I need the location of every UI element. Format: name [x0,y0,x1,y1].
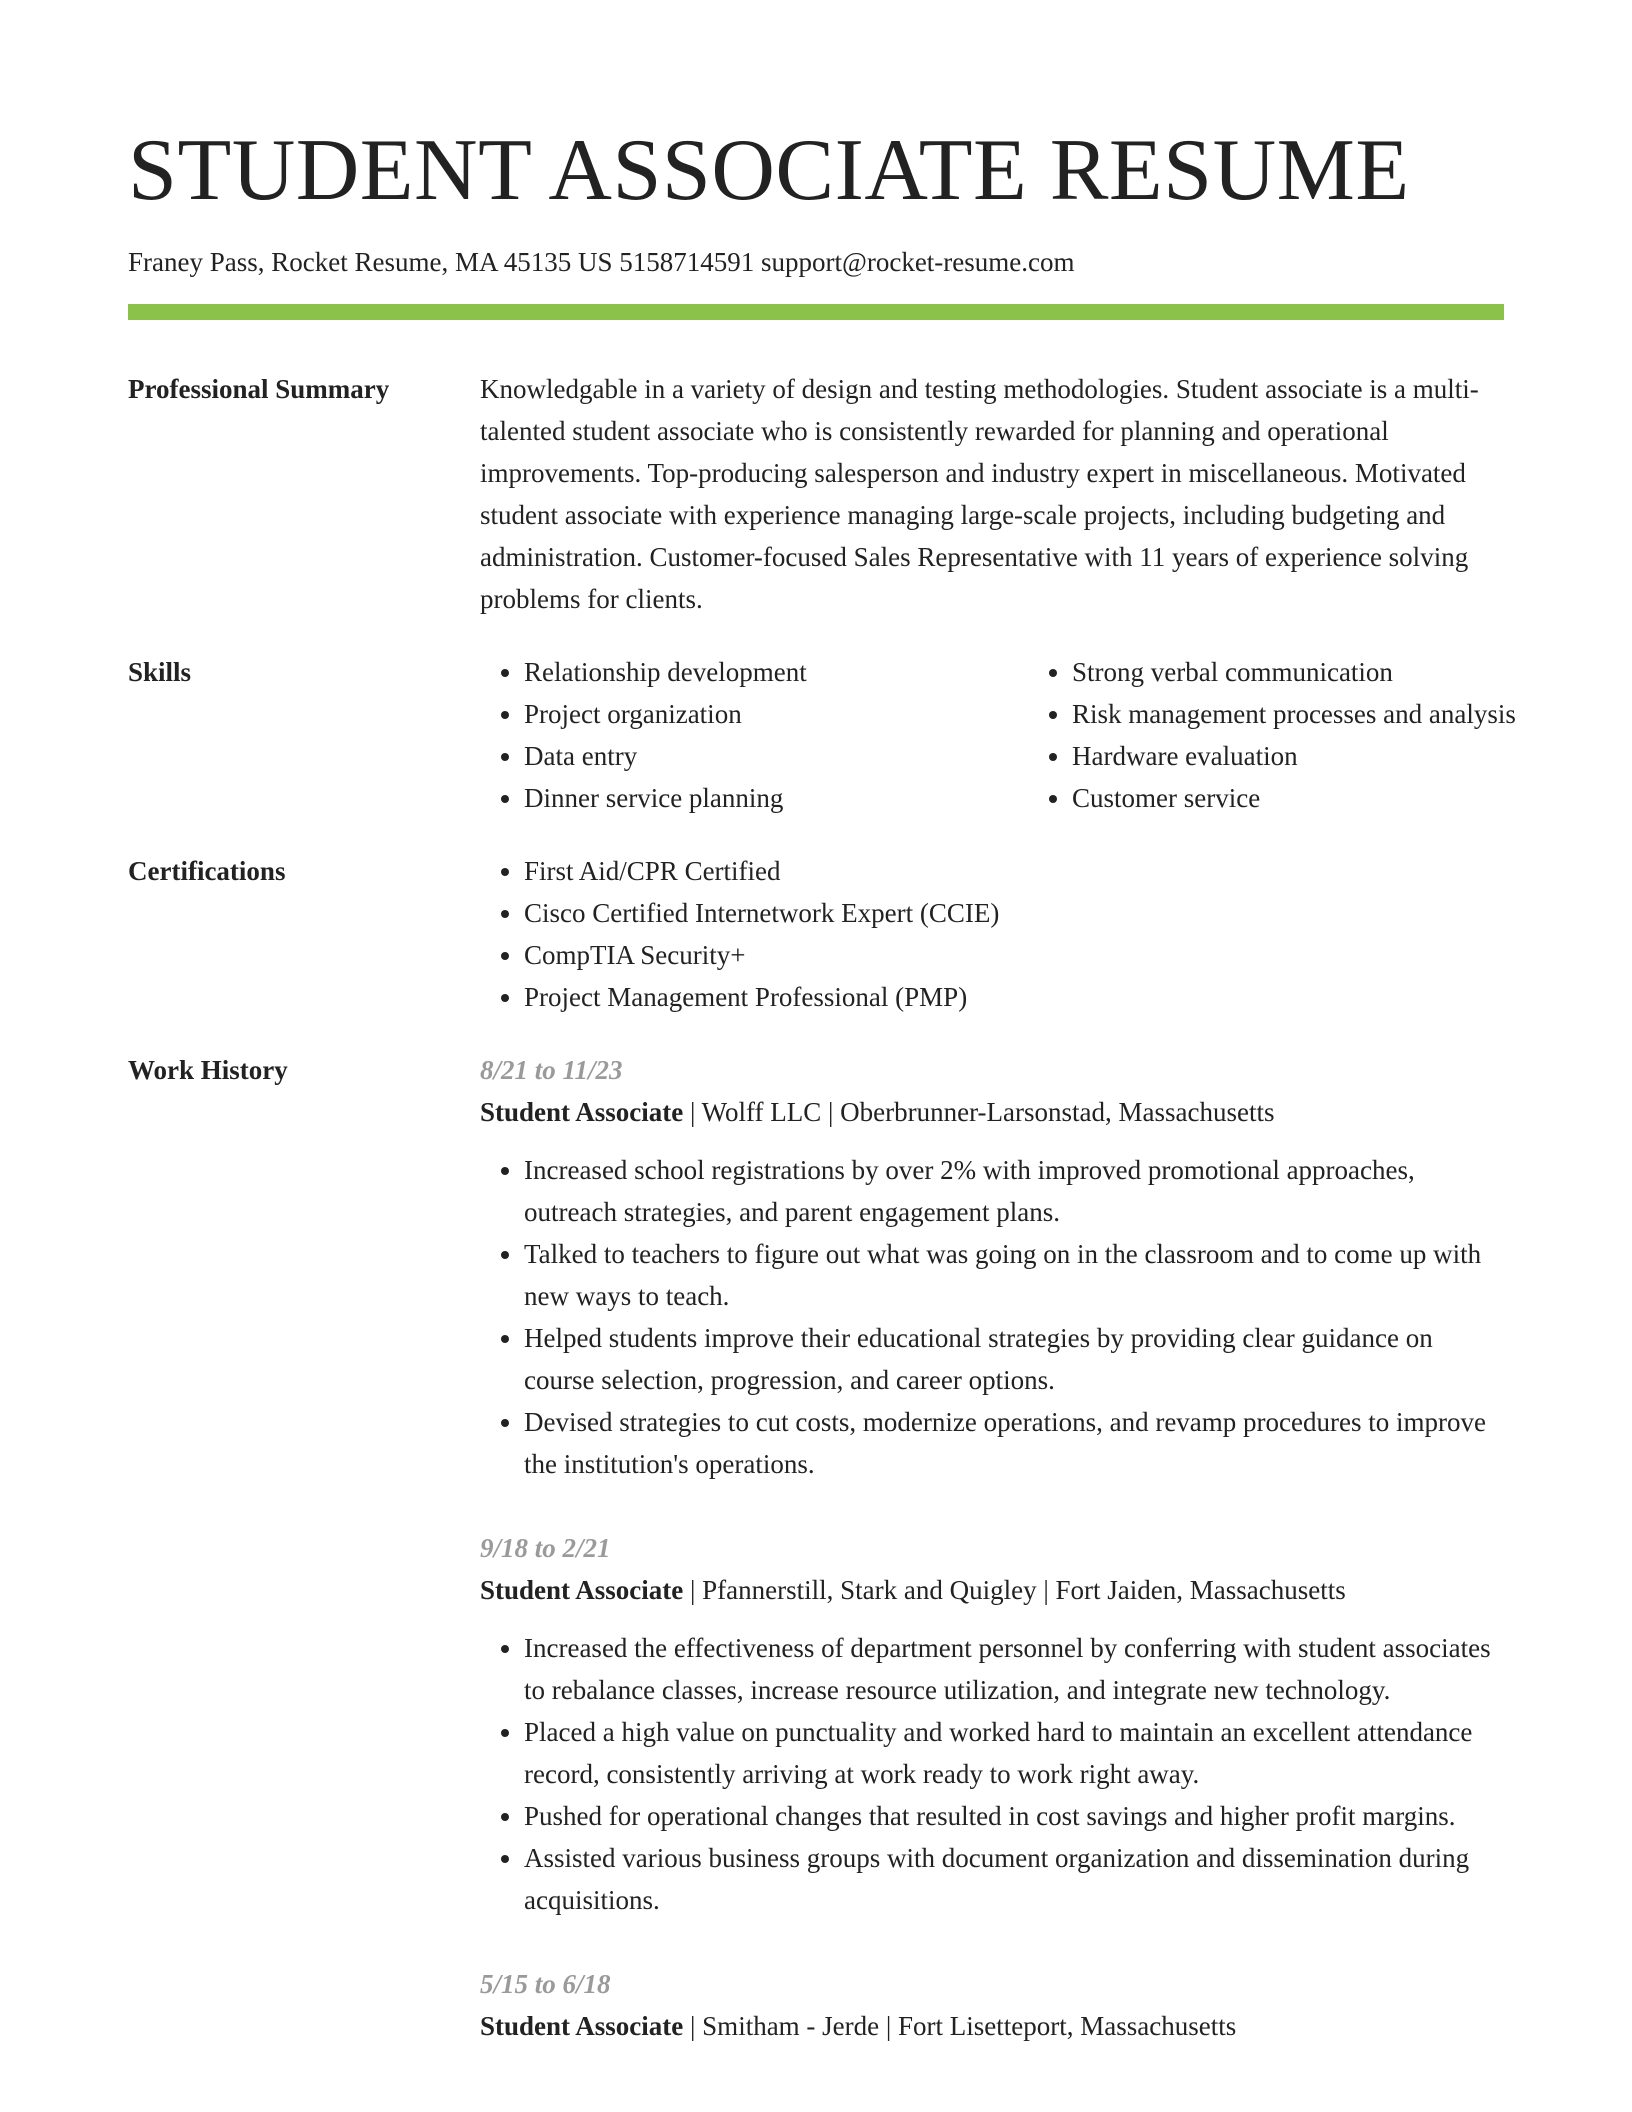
job-details: | Wolff LLC | Oberbrunner-Larsonstad, Massachusetts [683,1097,1275,1127]
certification-item: • First Aid/CPR Certified [524,850,1504,892]
job-entry [480,1963,1504,2047]
job-bullet: • Increased school registrations by over 2% with improved promotional approaches, outreach strategies, and parent engagement plans. [524,1149,1504,1233]
job-bullet: • Placed a high value on punctuality and worked hard to maintain an excellent attendance record, consistently arriving at work ready to work right away. [524,1711,1504,1795]
skill-item: • Dinner service planning [524,777,1028,819]
job-entry [480,1527,1504,1921]
job-heading [480,1569,1504,1611]
resume-title: STUDENT ASSOCIATE RESUME [128,122,1410,219]
job-heading [480,2005,1504,2047]
certification-item: • CompTIA Security+ [524,934,1504,976]
contact-phone: 5158714591 [619,247,755,277]
job-title: Student Associate [480,2011,684,2041]
job-bullets [480,1149,1504,1485]
job-bullet: • Devised strategies to cut costs, modernize operations, and revamp procedures to improve the institution's operations. [524,1401,1504,1485]
certifications-heading: Certifications [128,856,286,886]
skill-item: • Risk management processes and analysis [1072,693,1592,735]
work-history-section [128,1049,1504,2089]
accent-divider [128,304,1504,320]
job-bullet: • Talked to teachers to figure out what was going on in the classroom and to come up with new ways to teach. [524,1233,1504,1317]
skills-grid [480,651,1592,819]
skill-item: • Project organization [524,693,1028,735]
contact-line [128,244,1504,280]
skill-item: • Data entry [524,735,1028,777]
skills-column-left [480,651,1028,819]
job-bullet: • Helped students improve their educational strategies by providing clear guidance on course selection, progression, and career options. [524,1317,1504,1401]
skills-section [128,651,1516,819]
job-dates: 5/15 to 6/18 [480,1969,611,1999]
job-dates: 9/18 to 2/21 [480,1533,611,1563]
job-entry [480,1049,1504,1485]
certification-item: • Project Management Professional (PMP) [524,976,1504,1018]
job-title: Student Associate [480,1097,684,1127]
skills-column-right [1028,651,1592,819]
job-bullet: • Pushed for operational changes that resulted in cost savings and higher profit margins. [524,1795,1504,1837]
summary-heading: Professional Summary [128,374,390,404]
skill-item: • Strong verbal communication [1072,651,1592,693]
certifications-list [480,850,1504,1018]
summary-section [128,368,1504,620]
certifications-section [128,850,1504,1018]
certification-item: • Cisco Certified Internetwork Expert (CCIE) [524,892,1504,934]
skill-item: • Relationship development [524,651,1028,693]
skills-heading: Skills [128,657,192,687]
job-details: | Pfannerstill, Stark and Quigley | Fort Jaiden, Massachusetts [683,1575,1346,1605]
skill-item: • Customer service [1072,777,1592,819]
job-heading [480,1091,1504,1133]
job-title: Student Associate [480,1575,684,1605]
job-bullet: • Assisted various business groups with document organization and dissemination during acquisitions. [524,1837,1504,1921]
contact-address: Franey Pass, Rocket Resume, MA 45135 US [128,247,613,277]
job-bullet: • Increased the effectiveness of department personnel by conferring with student associates to rebalance classes, increase resource utilization, and integrate new technology. [524,1627,1504,1711]
job-bullets [480,1627,1504,1921]
job-dates: 8/21 to 11/23 [480,1055,623,1085]
contact-email: support@rocket-resume.com [760,247,1075,277]
skill-item: • Hardware evaluation [1072,735,1592,777]
job-details: | Smitham - Jerde | Fort Lisetteport, Massachusetts [683,2011,1237,2041]
summary-text: Knowledgable in a variety of design and testing methodologies. Student associate is a multi-talented student associate who is consistently rewarded for planning and operational improvements. Top-producing salesperson and industry expert in miscellaneous. Motivated student associate with experience managing large-scale projects, including budgeting and administration. Customer-focused Sales Representative with 11 years of experience solving problems for clients. [480,374,1479,614]
work-history-heading: Work History [128,1055,288,1085]
